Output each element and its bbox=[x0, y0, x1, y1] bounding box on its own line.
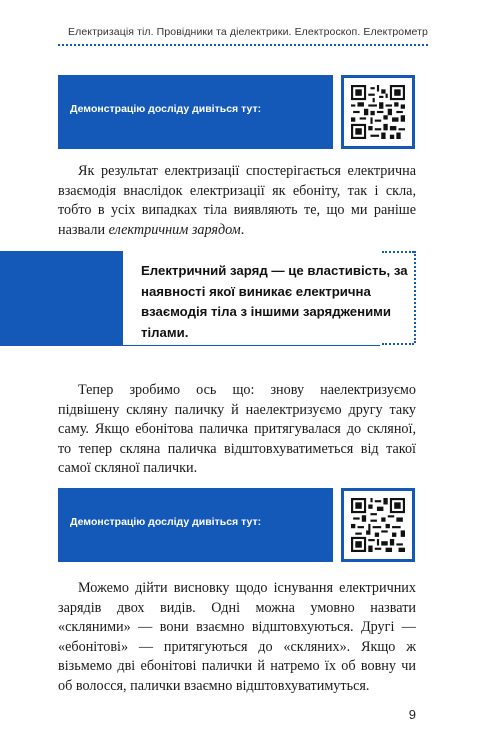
paragraph-1-end: . bbox=[240, 221, 245, 238]
demo-banner-2 bbox=[58, 488, 333, 562]
definition-underline bbox=[0, 345, 380, 346]
header-title: Електризація тіл. Провідники та діелектрики. Електроскоп. Електрометр bbox=[67, 26, 428, 38]
demo-block-1 bbox=[58, 75, 416, 149]
definition-dotted-top bbox=[382, 251, 414, 253]
demo-label-2: Демонстрацію досліду дивіться тут: bbox=[70, 516, 262, 528]
definition-text: Електричний заряд — це властивість, за наявності якої виникає електрична взаємодія тіла з іншими зарядженими тілами. bbox=[141, 263, 408, 340]
definition-dotted-bottom bbox=[382, 343, 414, 345]
paragraph-1 bbox=[58, 162, 416, 240]
running-header bbox=[0, 22, 484, 52]
qr-code-2[interactable] bbox=[341, 488, 415, 562]
paragraph-1-italic: електричним зарядом bbox=[108, 221, 241, 238]
paragraph-3 bbox=[58, 579, 416, 696]
paragraph-2 bbox=[58, 381, 416, 479]
demo-label-1: Демонстрацію досліду дивіться тут: bbox=[70, 103, 262, 115]
page-number: 9 bbox=[408, 707, 416, 722]
definition-block bbox=[0, 251, 484, 361]
paragraph-3-text: Можемо дійти висновку щодо існування електричних зарядів двох видів. Одні можна умовно назвати «скляними» — вони взаємно відштовхуються. Другі — «ебонітові» — притягуються до «скляних». Якщо ж візьмемо дві ебонітові палички й натремо їх об вовну чи об волосся, палички взаємно відштовхуватимуться. bbox=[58, 580, 416, 694]
paragraph-1-text: Як результат електризації спостерігається електрична взаємодія внаслідок електризації як ебоніту, так і скла, тобто в усіх випадках тіла виявляють те, що ми раніше назвали bbox=[58, 163, 416, 238]
demo-block-2 bbox=[58, 488, 416, 562]
paragraph-2-text: Тепер зробимо ось що: знову наелектризуємо підвішену скляну паличку й наелектризуємо другу таку саму. Якщо ебонітова паличка притягувалася до скляної, то тепер скляна паличка відштовхуватиметься від такої самої скляної палички. bbox=[58, 382, 416, 476]
header-divider bbox=[58, 44, 428, 46]
qr-code-1[interactable] bbox=[341, 75, 415, 149]
definition-accent-bar bbox=[0, 251, 123, 345]
qr-code-icon bbox=[351, 498, 405, 552]
qr-code-icon bbox=[351, 85, 405, 139]
definition-dotted-right bbox=[414, 251, 416, 343]
demo-banner-1 bbox=[58, 75, 333, 149]
